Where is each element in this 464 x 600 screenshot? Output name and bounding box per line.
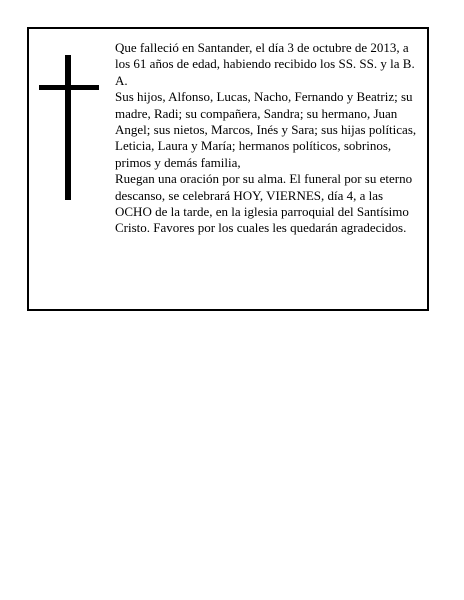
cross-horizontal-bar <box>39 85 99 90</box>
family-paragraph: Sus hijos, Alfonso, Lucas, Nacho, Fernando y Beatriz; su madre, Radi; su compañera, Sandra; su hermano, Juan Angel; sus nietos, Marcos, Inés y Sara; sus hijas políticas, Leticia, Laura y María; hermanos políticos, sobrinos, primos y demás familia, <box>115 89 417 170</box>
cross-vertical-bar <box>65 55 71 200</box>
cross-icon <box>39 55 99 200</box>
death-announcement-paragraph: Que falleció en Santander, el día 3 de octubre de 2013, a los 61 años de edad, habiendo recibido los SS. SS. y la B. A. <box>115 40 415 88</box>
obituary-notice <box>27 27 429 311</box>
funeral-details-paragraph: Ruegan una oración por su alma. El funeral por su eterno descanso, se celebrará HOY, VIERNES, día 4, a las OCHO de la tarde, en la iglesia parroquial del Santísimo Cristo. Favores por los cuales les quedarán agradecidos. <box>115 171 413 236</box>
notice-body <box>115 40 423 237</box>
